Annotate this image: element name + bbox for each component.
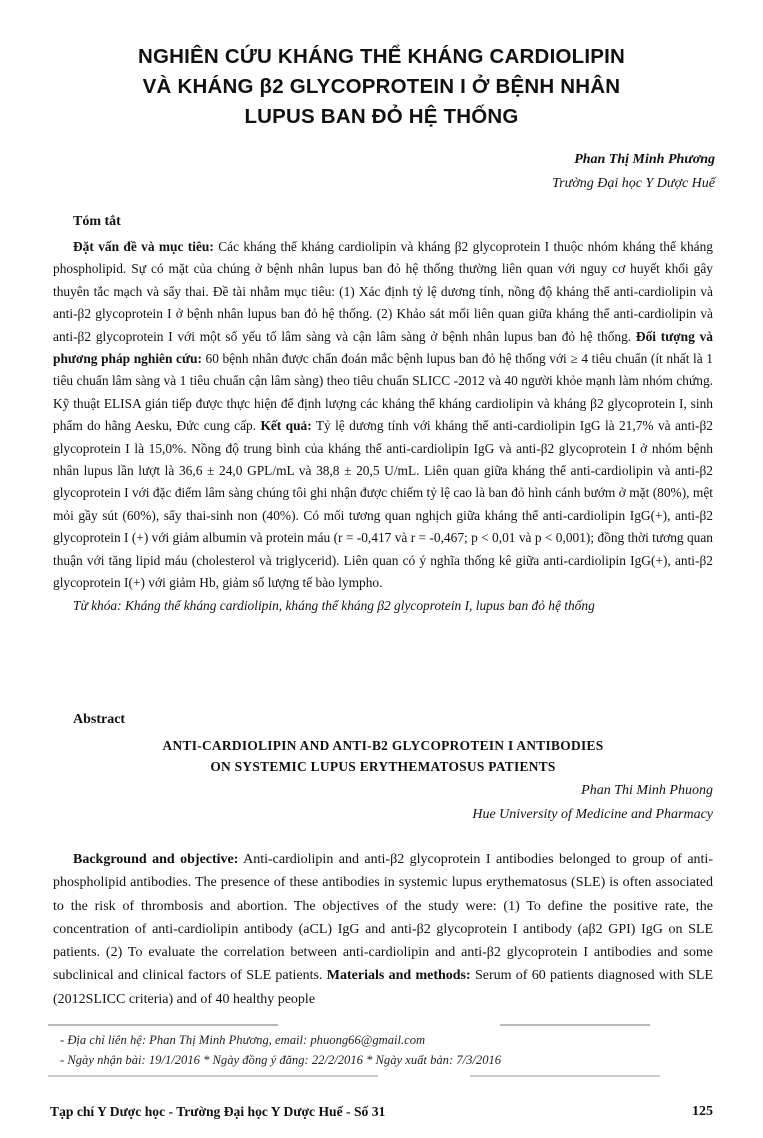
summary-body [53, 236, 713, 617]
keywords-text: Kháng thể kháng cardiolipin, kháng thể kháng β2 glycoprotein I, lupus ban đỏ hệ thống [121, 597, 595, 613]
author-affiliation-vi: Trường Đại học Y Dược Huế [552, 176, 715, 191]
title-line-1: NGHIÊN CỨU KHÁNG THỂ KHÁNG CARDIOLIPIN [138, 45, 625, 68]
page-number: 125 [692, 1104, 713, 1119]
title-line-3: LUPUS BAN ĐỎ HỆ THỐNG [244, 105, 519, 128]
methods-label: Đối tượng và phương pháp nghiên cứu: [53, 328, 713, 367]
summary-heading: Tóm tắt [73, 214, 121, 229]
author-name-vi: Phan Thị Minh Phương [574, 152, 715, 167]
background-text: Anti-cardiolipin and anti-β2 glycoprotein I antibodies belonged to group of anti-phospholipid antibodies. The presence of these antibodies in systemic lupus erythematosus (SLE) is often associated to the risk of thrombosis and abortion. The objectives of the study were: (1) To define the positive rate, the concentration of anti-cardiolipin antibody (aCL) IgG and anti-β2 glycoprotein I antibody (aβ2 GPI) IgG on SLE patients. (2) To evaluate the correlation between anti-cardiolipin and anti-β2 glycoprotein I antibodies and some subclinical and clinical factors of SLE patients. [53, 852, 713, 984]
materials-text: Serum of 60 patients diagnosed with SLE (2012SLICC criteria) and of 40 healthy people [53, 968, 713, 1007]
english-title [53, 735, 713, 777]
article-title [60, 42, 703, 132]
summary-paragraph [53, 236, 713, 595]
english-title-line-2: ON SYSTEMIC LUPUS ERYTHEMATOSUS PATIENTS [210, 759, 556, 774]
footnotes [60, 1030, 501, 1070]
abstract-heading: Abstract [73, 712, 126, 727]
author-block-vi [552, 148, 715, 196]
title-line-2: VÀ KHÁNG β2 GLYCOPROTEIN I Ở BỆNH NHÂN [142, 75, 621, 98]
abstract-paragraph [53, 848, 713, 1011]
scan-noise [48, 1075, 378, 1077]
author-name-en: Phan Thi Minh Phuong [581, 783, 713, 798]
scan-noise [500, 1024, 650, 1026]
objective-label: Đặt vấn đề và mục tiêu: [73, 239, 214, 254]
materials-label: Materials and methods: [326, 968, 471, 984]
background-label: Background and objective: [73, 852, 239, 867]
scan-noise [48, 1024, 278, 1026]
keywords-label: Từ khóa: [73, 597, 122, 613]
methods-text: 60 bệnh nhân được chẩn đoán mắc bệnh lupus ban đỏ hệ thống với ≥ 4 tiêu chuẩn (ít nhất là 1 tiêu chuẩn lâm sàng và 1 tiêu chuẩn cận lâm sàng) theo tiêu chuẩn SLICC -2012 và 40 người khỏe mạnh làm nhóm chứng. Kỹ thuật ELISA gián tiếp được thực hiện để định lượng các kháng thể kháng cardiolipin và kháng β2 glycoprotein I, sinh phẩm do hãng Aesku, Đức cung cấp. [53, 351, 713, 434]
english-title-line-1: ANTI-CARDIOLIPIN AND ANTI-Β2 GLYCOPROTEIN I ANTIBODIES [162, 738, 604, 753]
author-block-en [472, 779, 713, 827]
objective-text: Các kháng thể kháng cardiolipin và kháng β2 glycoprotein I thuộc nhóm kháng thể kháng phospholipid. Sự có mặt của chúng ở bệnh nhân lupus ban đỏ hệ thống thường liên quan với nguy cơ huyết khối gây thuyên tắc mạch và sẩy thai. Đề tài nhằm mục tiêu: (1) Xác định tỷ lệ dương tính, nồng độ kháng thể anti-cardiolipin và anti-β2 glycoprotein I ở bệnh nhân lupus ban đỏ hệ thống. (2) Khảo sát mối liên quan giữa kháng thể anti-cardiolipin và anti-β2 glycoprotein I với một số yếu tố lâm sàng và cận lâm sàng ở bệnh nhân lupus ban đỏ hệ thống. [53, 239, 713, 344]
abstract-body [53, 848, 713, 1011]
dates-footnote: - Ngày nhận bài: 19/1/2016 * Ngày đồng ý đăng: 22/2/2016 * Ngày xuất bản: 7/3/2016 [60, 1053, 502, 1067]
scan-noise [470, 1075, 660, 1077]
results-text: Tỷ lệ dương tính với kháng thể anti-cardiolipin IgG là 21,7% và anti-β2 glycoprotein I là 15,0%. Nồng độ trung bình của kháng thể anti-cardiolipin IgG và anti-β2 glycoprotein I ở nhóm bệnh nhân lupus lần lượt là 36,6 ± 24,0 GPL/mL và 38,8 ± 20,5 U/mL. Liên quan giữa kháng thể anti-cardiolipin và anti-β2 glycoprotein I với đặc điểm lâm sàng chúng tôi ghi nhận được chiếm tỷ lệ cao là ban đỏ hình cánh bướm ở mặt (80%), mệt mỏi gầy sút (60%), sẩy thai-sinh non (40%). Có mối tương quan nghịch giữa kháng thể anti-cardiolipin IgG(+), anti-β2 glycoprotein I (+) với giảm albumin và protein máu (r = -0,417 và r = -0,467; p < 0,01 và p < 0,001); đồng thời tương quan thuận với tăng lipid máu (cholesterol và triglycerid). Liên quan có ý nghĩa thống kê giữa anti-cardiolipin IgG(+), anti-β2 glycoprotein I(+) với giảm Hb, giảm số lượng tế bào lympho. [53, 418, 714, 591]
results-label: Kết quả: [260, 418, 312, 434]
author-affiliation-en: Hue University of Medicine and Pharmacy [472, 807, 713, 822]
keywords-line [53, 595, 713, 617]
journal-footer: Tạp chí Y Dược học - Trường Đại học Y Dược Huế - Số 31 [50, 1104, 386, 1119]
contact-footnote: - Địa chỉ liên hệ: Phan Thị Minh Phương, email: phuong66@gmail.com [60, 1033, 426, 1047]
